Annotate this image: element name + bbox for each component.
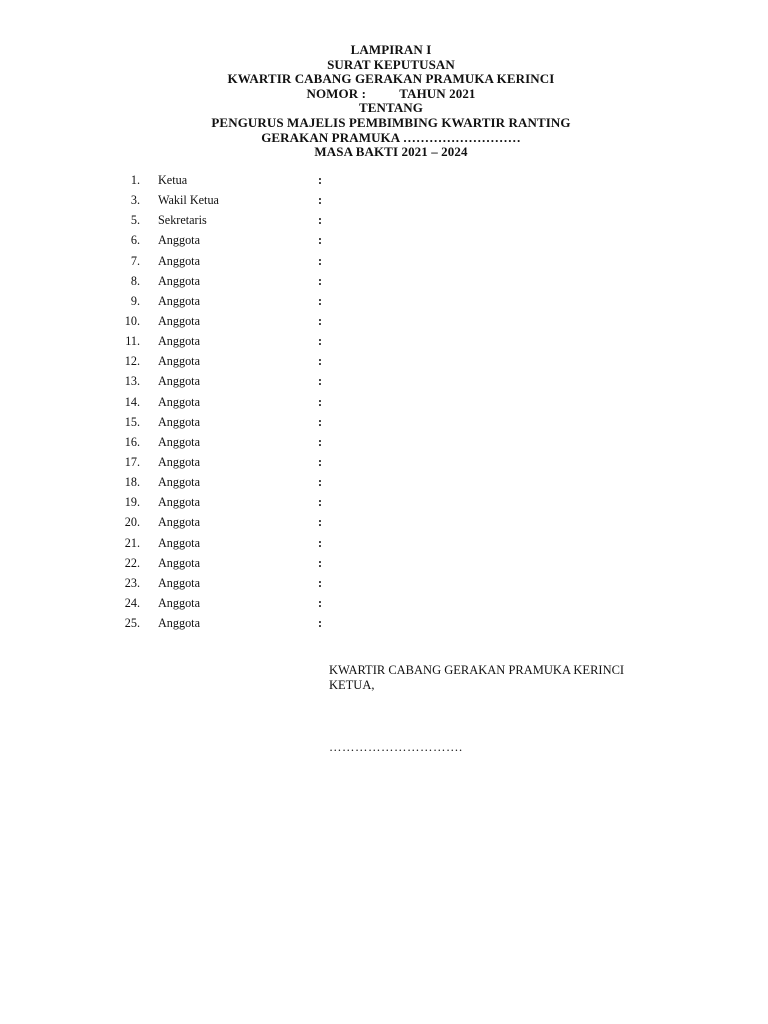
list-item [0, 233, 400, 253]
list-item [0, 314, 400, 334]
list-item [0, 354, 400, 374]
list-item-separator: : [318, 213, 323, 228]
list-item [0, 173, 400, 193]
list-item-separator: : [318, 273, 323, 288]
list-item [0, 435, 400, 455]
list-item-number: 12. [124, 354, 140, 369]
list-item-number: 9. [130, 293, 140, 308]
list-item-number: 13. [124, 374, 140, 389]
signature-organization: KWARTIR CABANG GERAKAN PRAMUKA KERINCI [329, 663, 625, 677]
list-item-number: 3. [130, 193, 140, 208]
list-item-role: Sekretaris [158, 213, 207, 228]
list-item-number: 21. [124, 535, 140, 550]
list-item-role: Anggota [158, 354, 200, 369]
header-line-pengurus: PENGURUS MAJELIS PEMBIMBING KWARTIR RANTING [211, 114, 571, 130]
list-item [0, 596, 400, 616]
list-item-separator: : [318, 293, 323, 308]
list-item [0, 254, 400, 274]
document-header [0, 43, 768, 160]
list-item [0, 515, 400, 535]
signature-block [329, 663, 624, 755]
list-item-separator: : [318, 535, 323, 550]
list-item-role: Anggota [158, 313, 200, 328]
list-item [0, 274, 400, 294]
list-item-number: 24. [124, 595, 140, 610]
list-item-number: 8. [130, 273, 140, 288]
list-item-role: Anggota [158, 454, 200, 469]
list-item-number: 17. [124, 454, 140, 469]
list-item-separator: : [318, 354, 323, 369]
list-item-separator: : [318, 434, 323, 449]
list-item-number: 25. [124, 616, 140, 631]
list-item-separator: : [318, 475, 323, 490]
header-line-gerakan: GERAKAN PRAMUKA ……………………… [261, 129, 521, 145]
list-item-role: Anggota [158, 595, 200, 610]
list-item-number: 1. [130, 173, 140, 187]
list-item-role: Ketua [158, 173, 188, 187]
list-item-separator: : [318, 575, 323, 590]
list-item-role: Anggota [158, 273, 200, 288]
list-item [0, 415, 400, 435]
list-item-number: 15. [124, 414, 140, 429]
list-item-role: Anggota [158, 414, 200, 429]
list-item [0, 213, 400, 233]
list-item-role: Anggota [158, 575, 200, 590]
list-item-number: 23. [124, 575, 140, 590]
list-item-number: 20. [124, 515, 140, 530]
list-item-separator: : [318, 173, 323, 187]
header-line-kwartir: KWARTIR CABANG GERAKAN PRAMUKA KERINCI [227, 71, 555, 87]
list-item-separator: : [318, 414, 323, 429]
list-item-number: 11. [125, 334, 140, 349]
list-item [0, 616, 400, 636]
list-item-separator: : [318, 515, 323, 530]
list-item [0, 294, 400, 314]
list-item [0, 576, 400, 596]
signature-name-placeholder: …………………………. [329, 740, 463, 754]
list-item-separator: : [318, 595, 323, 610]
list-item-role: Anggota [158, 515, 200, 530]
list-item-separator: : [318, 454, 323, 469]
member-list [0, 173, 400, 636]
list-item-separator: : [318, 233, 323, 248]
header-line-lampiran: LAMPIRAN I [350, 42, 432, 57]
list-item-separator: : [318, 313, 323, 328]
list-item-separator: : [318, 394, 323, 409]
list-item-number: 14. [124, 394, 140, 409]
list-item [0, 455, 400, 475]
header-line-nomor: NOMOR : TAHUN 2021 [306, 85, 476, 101]
list-item-number: 16. [124, 434, 140, 449]
list-item-role: Anggota [158, 334, 200, 349]
list-item-role: Anggota [158, 374, 200, 389]
list-item-role: Anggota [158, 434, 200, 449]
list-item-role: Anggota [158, 616, 200, 631]
list-item-role: Anggota [158, 293, 200, 308]
list-item-number: 10. [124, 313, 140, 328]
list-item-number: 6. [130, 233, 140, 248]
list-item-separator: : [318, 193, 323, 208]
list-item-role: Anggota [158, 555, 200, 570]
list-item [0, 475, 400, 495]
list-item-separator: : [318, 555, 323, 570]
list-item-number: 7. [130, 253, 140, 268]
list-item-role: Anggota [158, 253, 200, 268]
list-item-role: Wakil Ketua [158, 193, 219, 208]
list-item-separator: : [318, 253, 323, 268]
list-item-role: Anggota [158, 233, 200, 248]
list-item-separator: : [318, 616, 323, 631]
signature-title: KETUA, [329, 678, 375, 692]
list-item [0, 556, 400, 576]
list-item [0, 395, 400, 415]
list-item-number: 5. [130, 213, 140, 228]
header-line-masa-bakti: MASA BAKTI 2021 – 2024 [314, 144, 468, 160]
list-item-separator: : [318, 374, 323, 389]
list-item [0, 374, 400, 394]
list-item [0, 495, 400, 515]
header-line-surat-keputusan: SURAT KEPUTUSAN [327, 56, 455, 72]
list-item-role: Anggota [158, 535, 200, 550]
list-item-role: Anggota [158, 495, 200, 510]
list-item [0, 334, 400, 354]
header-line-tentang: TENTANG [358, 100, 424, 116]
list-item-number: 19. [124, 495, 140, 510]
list-item-role: Anggota [158, 475, 200, 490]
list-item [0, 193, 400, 213]
list-item-role: Anggota [158, 394, 200, 409]
list-item-number: 22. [124, 555, 140, 570]
list-item-separator: : [318, 334, 323, 349]
list-item-number: 18. [124, 475, 140, 490]
list-item-separator: : [318, 495, 323, 510]
list-item [0, 536, 400, 556]
